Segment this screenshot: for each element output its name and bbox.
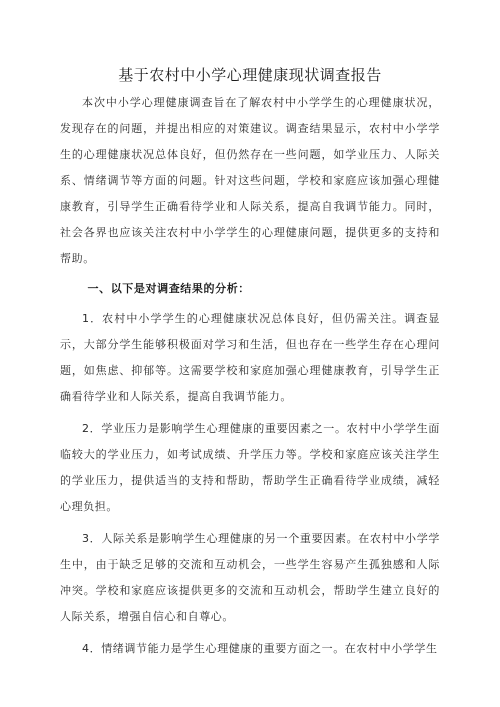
analysis-item-1: 1．农村中小学学生的心理健康状况总体良好，但仍需关注。调查显示，大部分学生能够积极面对学习和生活，但也存在一些学生存在心理问题，如焦虑、抑郁等。这需要学校和家庭加强心理健康教育，引导学生正确看待学业和人际关系，提高自我调节能力。 bbox=[60, 312, 440, 403]
document-title: 基于农村中小学心理健康现状调查报告 bbox=[118, 66, 382, 84]
analysis-item-4: 4．情绪调节能力是学生心理健康的重要方面之一。在农村中小学学生 bbox=[82, 642, 438, 655]
analysis-item-3: 3．人际关系是影响学生心理健康的另一个重要因素。在农村中小学学生中，由于缺乏足够的交流和互动机会，一些学生容易产生孤独感和人际冲突。学校和家庭应该提供更多的交流和互动机会，帮助学生建立良好的人际关系，增强自信心和自尊心。 bbox=[60, 532, 440, 623]
analysis-item-2: 2．学业压力是影响学生心理健康的重要因素之一。农村中小学学生面临较大的学业压力，如考试成绩、升学压力等。学校和家庭应该关注学生的学业压力，提供适当的支持和帮助，帮助学生正确看待学业成绩，减轻心理负担。 bbox=[60, 422, 440, 513]
intro-paragraph: 本次中小学心理健康调查旨在了解农村中小学学生的心理健康状况，发现存在的问题，并提出相应的对策建议。调查结果显示，农村中小学学生的心理健康状况总体良好，但仍然存在一些问题，如学业压力、人际关系、情绪调节等方面的问题。针对这些问题，学校和家庭应该加强心理健康教育，引导学生正确看待学业和人际关系，提高自我调节能力。同时，社会各界也应该关注农村中小学学生的心理健康问题，提供更多的支持和帮助。 bbox=[60, 96, 440, 265]
document-body bbox=[60, 90, 440, 668]
section-heading: 一、以下是对调查结果的分析： bbox=[87, 282, 250, 295]
